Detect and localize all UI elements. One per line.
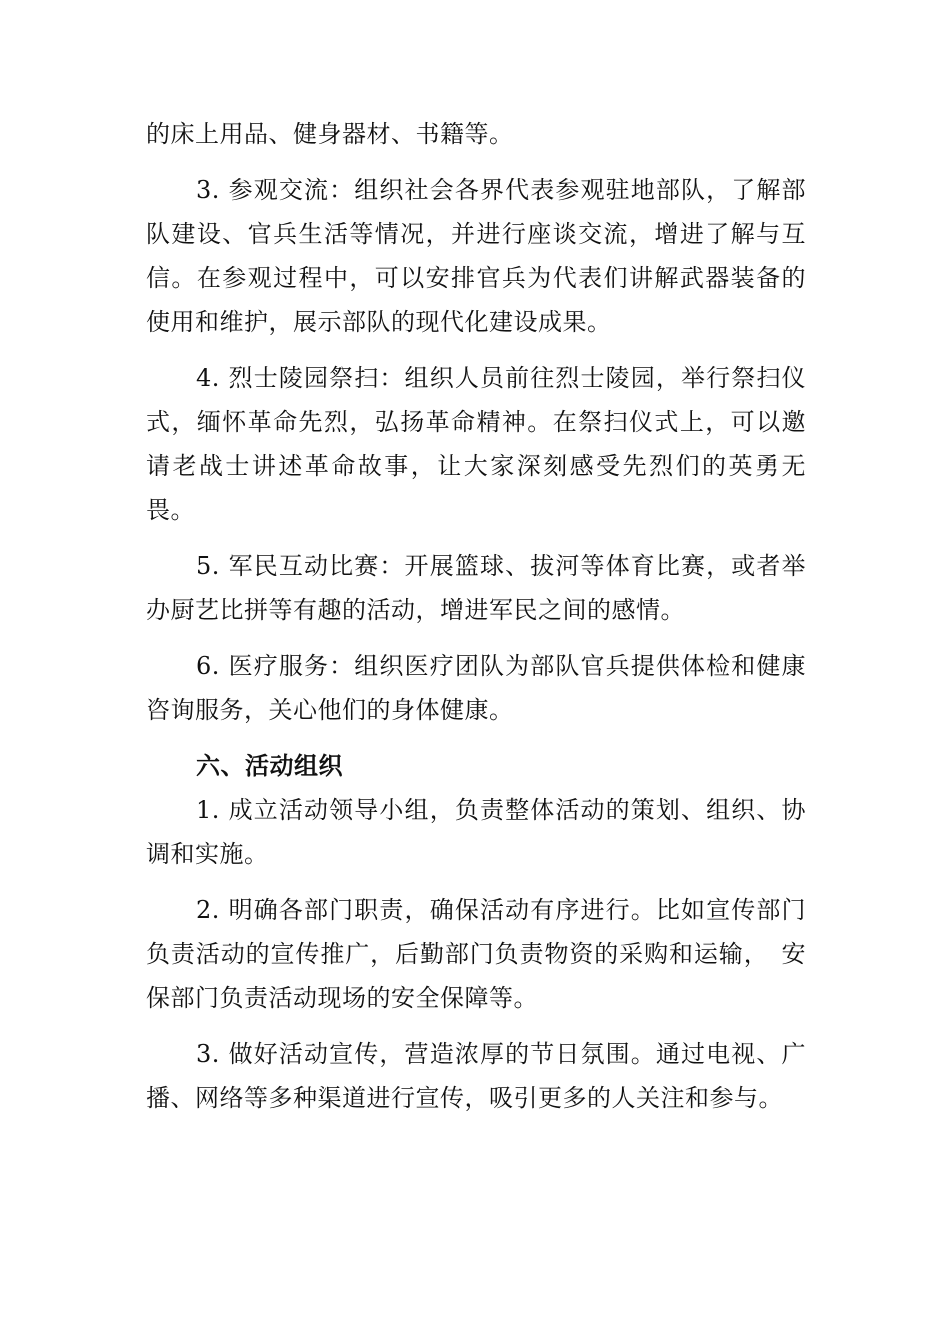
paragraph-org-item-2: 2. 明确各部门职责，确保活动有序进行。比如宣传部门负责活动的宣传推广，后勤部门负责物资的采购和运输， 安保部门负责活动现场的安全保障等。: [146, 896, 806, 1012]
paragraph-item-4-martyrs-cemetery: 4. 烈士陵园祭扫：组织人员前往烈士陵园，举行祭扫仪式，缅怀革命先烈，弘扬革命精神。在祭扫仪式上，可以邀请老战士讲述革命故事，让大家深刻感受先烈们的英勇无畏。: [146, 364, 806, 524]
document-page: [146, 112, 806, 1120]
paragraph-org-item-3: 3. 做好活动宣传，营造浓厚的节日氛围。通过电视、广播、网络等多种渠道进行宣传，吸引更多的人关注和参与。: [146, 1040, 806, 1112]
paragraph-item-3-visit: 3. 参观交流：组织社会各界代表参观驻地部队，了解部队建设、官兵生活等情况，并进行座谈交流，增进了解与互信。在参观过程中，可以安排官兵为代表们讲解武器装备的使用和维护，展示部队的现代化建设成果。: [146, 176, 806, 336]
paragraph-org-item-1: 1. 成立活动领导小组，负责整体活动的策划、组织、协调和实施。: [146, 796, 806, 868]
paragraph-item-6-medical: 6. 医疗服务：组织医疗团队为部队官兵提供体检和健康咨询服务，关心他们的身体健康。: [146, 652, 806, 724]
paragraph-item-5-competition: 5. 军民互动比赛：开展篮球、拔河等体育比赛，或者举办厨艺比拼等有趣的活动，增进军民之间的感情。: [146, 552, 806, 624]
section-heading-organization: 六、活动组织: [196, 752, 343, 780]
paragraph-continuation: 的床上用品、健身器材、书籍等。: [146, 120, 514, 148]
